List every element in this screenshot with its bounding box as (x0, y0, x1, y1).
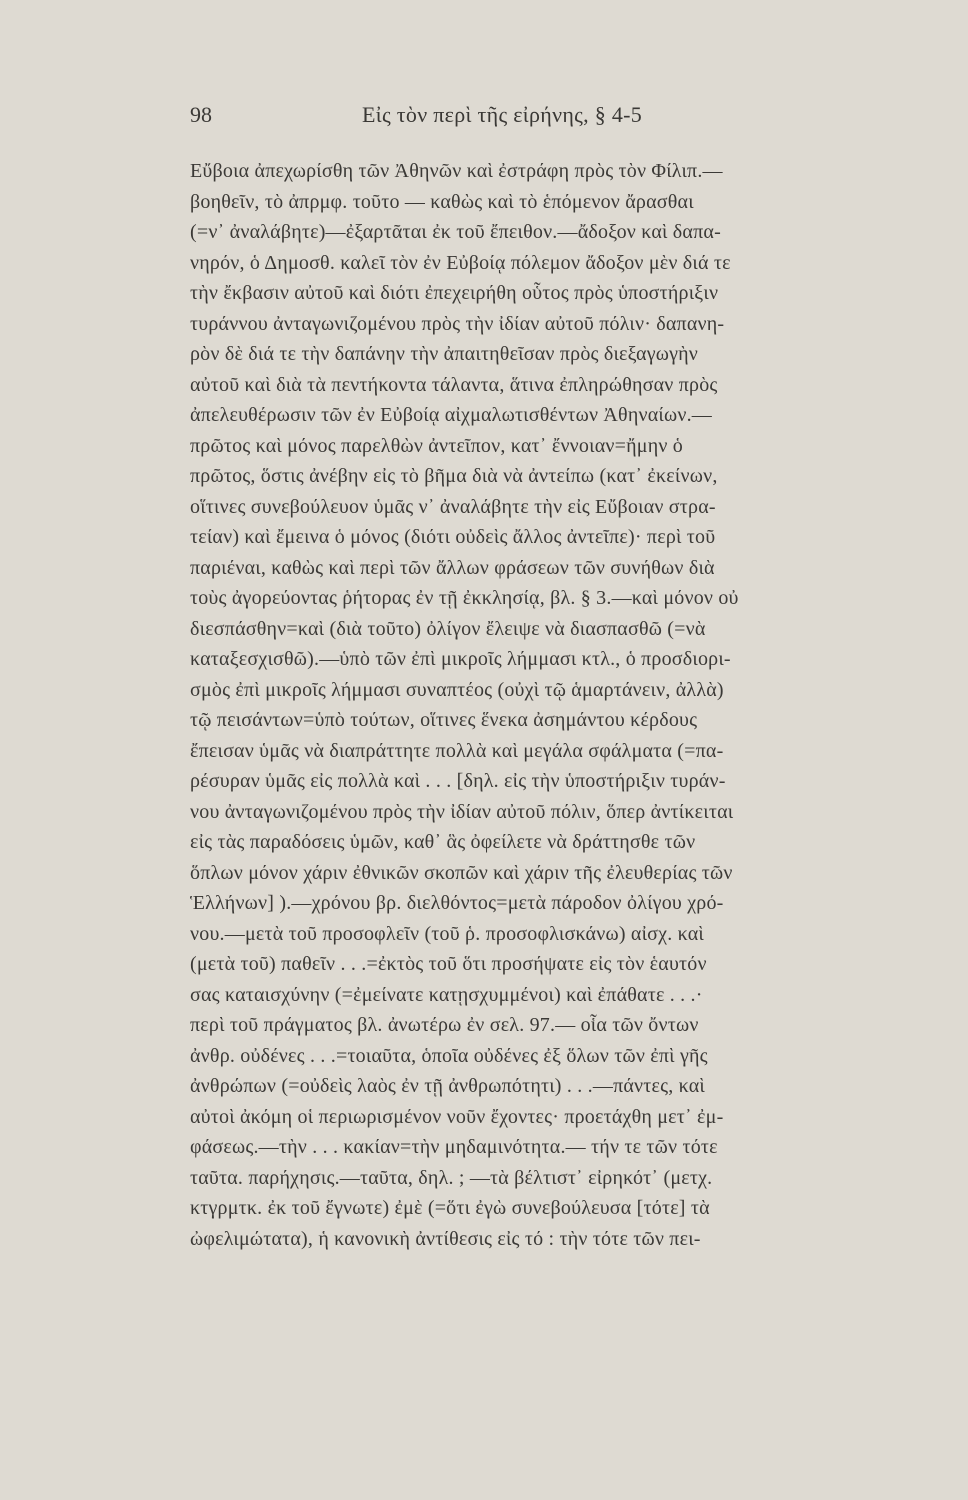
page-number: 98 (190, 102, 212, 127)
page-header (190, 102, 768, 132)
text-line: (μετὰ τοῦ) παθεῖν . . .=ἐκτὸς τοῦ ὅτι προσήψατε εἰς τὸν ἑαυτόν (190, 953, 707, 975)
text-line: νου.—μετὰ τοῦ προσοφλεῖν (τοῦ ῥ. προσοφλισκάνω) αἰσχ. καὶ (190, 922, 704, 945)
text-line: νηρόν, ὁ Δημοσθ. καλεῖ τὸν ἐν Εὐβοίᾳ πόλεμον ἄδοξον μὲν διά τε (190, 251, 731, 274)
text-line: ἀνθρ. οὐδένες . . .=τοιαῦτα, ὁποῖα οὐδένες ἐξ ὅλων τῶν ἐπὶ γῆς (190, 1044, 708, 1067)
text-line: ρέσυραν ὑμᾶς εἰς πολλὰ καὶ . . . [δηλ. εἰς τὴν ὑποστήριξιν τυράν- (190, 770, 726, 792)
text-line: πρῶτος, ὅστις ἀνέβην εἰς τὸ βῆμα διὰ νὰ ἀντείπω (κατ᾽ ἐκείνων, (190, 465, 718, 487)
text-line: ρὸν δὲ διά τε τὴν δαπάνην τὴν ἀπαιτηθεῖσαν πρὸς διεξαγωγὴν (190, 343, 699, 365)
text-line: περὶ τοῦ πράγματος βλ. ἀνωτέρω ἐν σελ. 97.— οἷα τῶν ὄντων (190, 1014, 699, 1036)
text-line: καταξεσχισθῶ).—ὑπὸ τῶν ἐπὶ μικροῖς λήμμασι κτλ., ὁ προσδιορι- (190, 648, 731, 670)
text-line: (=ν᾽ ἀναλάβητε)—ἐξαρτᾶται ἐκ τοῦ ἔπειθον.—ἄδοξον καὶ δαπα- (190, 221, 721, 243)
running-title: Εἰς τὸν περὶ τῆς εἰρήνης, § 4-5 (362, 102, 643, 127)
text-line: τὴν ἔκβασιν αὐτοῦ καὶ διότι ἐπεχειρήθη οὗτος πρὸς ὑποστήριξιν (190, 282, 719, 304)
text-line: διεσπάσθην=καὶ (διὰ τοῦτο) ὀλίγον ἔλειψε νὰ διασπασθῶ (=νὰ (190, 617, 706, 640)
text-line: ἀνθρώπων (=οὐδεὶς λαὸς ἐν τῇ ἀνθρωπότητι) . . .—πάντες, καὶ (190, 1075, 706, 1097)
text-line: κτγρμτκ. ἐκ τοῦ ἔγνωτε) ἐμὲ (=ὅτι ἐγὼ συνεβούλευσα [τότε] τὰ (190, 1197, 710, 1219)
text-line: παριέναι, καθὼς καὶ περὶ τῶν ἄλλων φράσεων τῶν συνήθων διὰ (190, 556, 715, 579)
text-line: ταῦτα. παρήχησις.—ταῦτα, δηλ. ; —τὰ βέλτιστ᾽ εἰρηκότ᾽ (μετχ. (190, 1166, 713, 1189)
text-line: τυράννου ἀνταγωνιζομένου πρὸς τὴν ἰδίαν αὐτοῦ πόλιν· δαπανη- (190, 312, 725, 335)
text-line: εἰς τὰς παραδόσεις ὑμῶν, καθ᾽ ἃς ὀφείλετε νὰ δράττησθε τῶν (190, 831, 696, 853)
text-line: αὐτοὶ ἀκόμη οἱ περιωρισμένον νοῦν ἔχοντες· προετάχθη μετ᾽ ἐμ- (190, 1105, 724, 1128)
text-line: οἵτινες συνεβούλευον ὑμᾶς ν᾽ ἀναλάβητε τὴν εἰς Εὔβοιαν στρα- (190, 495, 716, 518)
text-line: Ἑλλήνων] ).—χρόνου βρ. διελθόντος=μετὰ πάροδον ὀλίγου χρό- (190, 892, 724, 914)
text-line: τοὺς ἀγορεύοντας ῥήτορας ἐν τῇ ἐκκλησίᾳ, βλ. § 3.—καὶ μόνον οὐ (190, 587, 739, 609)
text-line: ἔπεισαν ὑμᾶς νὰ διαπράττητε πολλὰ καὶ μεγάλα σφάλματα (=πα- (190, 739, 724, 762)
text-line: αὐτοῦ καὶ διὰ τὰ πεντήκοντα τάλαντα, ἅτινα ἐπληρώθησαν πρὸς (190, 373, 718, 396)
text-line: ὅπλων μόνον χάριν ἐθνικῶν σκοπῶν καὶ χάριν τῆς ἐλευθερίας τῶν (190, 861, 733, 884)
text-line: ὠφελιμώτατα), ἡ κανονικὴ ἀντίθεσις εἰς τό : τὴν τότε τῶν πει- (190, 1227, 701, 1250)
text-line: σας καταισχύνην (=ἐμείνατε κατῃσχυμμένοι) καὶ ἐπάθατε . . .· (190, 983, 703, 1006)
text-line: φάσεως.—τὴν . . . κακίαν=τὴν μηδαμινότητα.— τήν τε τῶν τότε (190, 1136, 718, 1158)
text-line: βοηθεῖν, τὸ ἀπρμφ. τοῦτο — καθὼς καὶ τὸ ἑπόμενον ἄρασθαι (190, 190, 694, 213)
text-line: σμὸς ἐπὶ μικροῖς λήμμασι συναπτέος (οὐχὶ τῷ ἁμαρτάνειν, ἀλλὰ) (190, 678, 724, 701)
text-line: Εὔβοια ἀπεχωρίσθη τῶν Ἀθηνῶν καὶ ἐστράφη πρὸς τὸν Φίλιπ.— (190, 160, 723, 182)
text-line: πρῶτος καὶ μόνος παρελθὼν ἀντεῖπον, κατ᾽ ἔννοιαν=ἤμην ὁ (190, 434, 683, 457)
text-line: ἀπελευθέρωσιν τῶν ἐν Εὐβοίᾳ αἰχμαλωτισθέντων Ἀθηναίων.— (190, 404, 712, 426)
text-line: νου ἀνταγωνιζομένου πρὸς τὴν ἰδίαν αὐτοῦ πόλιν, ὅπερ ἀντίκειται (190, 800, 734, 823)
commentary-text (190, 156, 910, 1254)
text-line: τῷ πεισάντων=ὑπὸ τούτων, οἵτινες ἕνεκα ἀσημάντου κέρδους (190, 709, 698, 731)
text-line: τείαν) καὶ ἔμεινα ὁ μόνος (διότι οὐδεὶς ἄλλος ἀντεῖπε)· περὶ τοῦ (190, 526, 716, 548)
